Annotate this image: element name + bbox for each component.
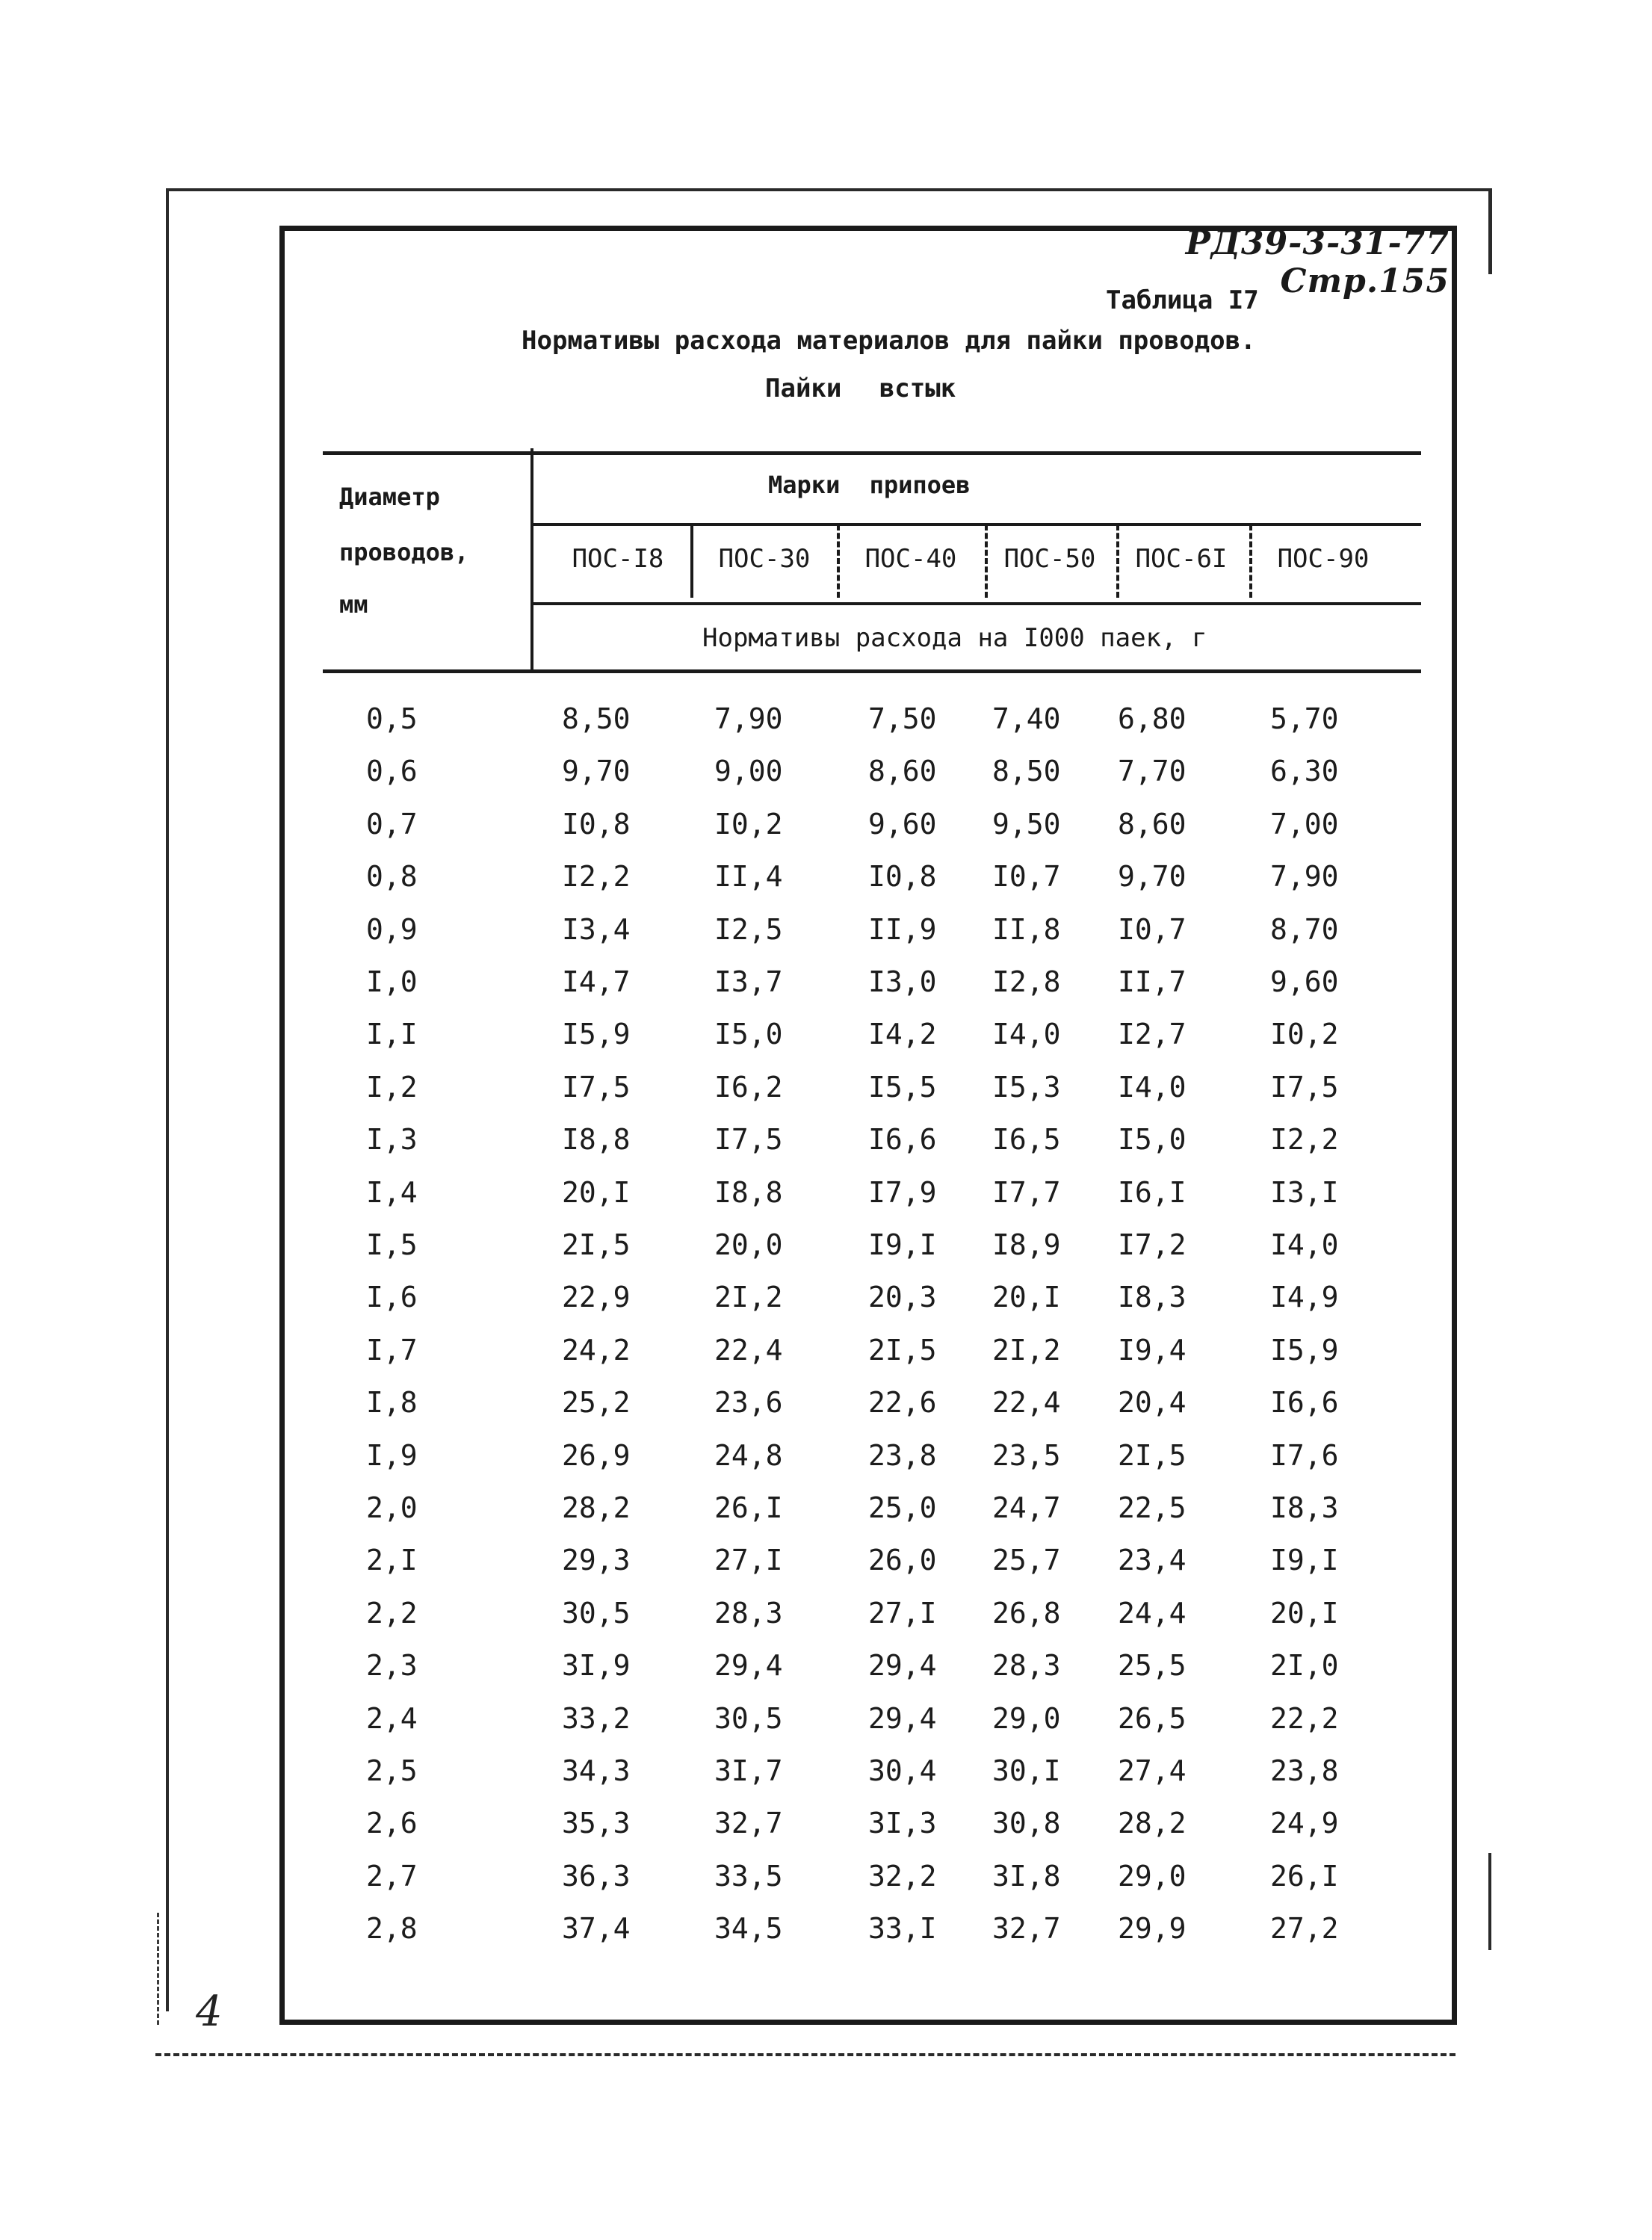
value-cell: 29,3 — [562, 1544, 631, 1577]
value-cell: 23,5 — [992, 1438, 1061, 1472]
value-cell: I3,I — [1270, 1175, 1339, 1209]
diameter-cell: I,4 — [366, 1175, 418, 1209]
outer-frame-top — [166, 188, 1491, 191]
value-cell: 20,I — [562, 1175, 631, 1209]
value-cell: 33,I — [868, 1912, 937, 1946]
value-cell: I9,4 — [1118, 1333, 1187, 1367]
value-cell: 3I,7 — [714, 1754, 783, 1787]
diameter-cell: I,I — [366, 1018, 418, 1051]
value-cell: I7,2 — [1118, 1228, 1187, 1261]
header-bottom-rule — [323, 669, 1421, 673]
value-cell: 7,70 — [1118, 755, 1187, 788]
value-cell: I3,0 — [868, 965, 937, 998]
value-cell: I0,8 — [562, 807, 631, 841]
value-cell: 26,0 — [868, 1544, 937, 1577]
value-cell: 23,4 — [1118, 1544, 1187, 1577]
value-cell: I3,4 — [562, 912, 631, 946]
value-cell: 29,4 — [714, 1649, 783, 1683]
value-cell: I0,7 — [1118, 912, 1187, 946]
value-cell: I4,9 — [1270, 1281, 1339, 1314]
value-cell: 22,5 — [1118, 1491, 1187, 1524]
diameter-cell: 2,6 — [366, 1807, 418, 1840]
value-cell: 25,0 — [868, 1491, 937, 1524]
diameter-cell: 0,7 — [366, 807, 418, 841]
value-cell: 24,2 — [562, 1333, 631, 1367]
value-cell: 32,7 — [714, 1807, 783, 1840]
table-title: Нормативы расхода материалов для пайки проводов. — [522, 326, 1256, 356]
value-cell: 36,3 — [562, 1859, 631, 1893]
value-cell: 28,3 — [992, 1649, 1061, 1683]
brand-header-pos18: ПОС-I8 — [572, 544, 664, 574]
diameter-cell: I,8 — [366, 1386, 418, 1420]
value-cell: I7,5 — [714, 1123, 783, 1157]
value-cell: 29,4 — [868, 1649, 937, 1683]
value-cell: 2I,2 — [992, 1333, 1061, 1367]
value-cell: I5,0 — [714, 1018, 783, 1051]
value-cell: I5,3 — [992, 1070, 1061, 1104]
brand-header-pos30: ПОС-30 — [718, 544, 811, 574]
diameter-cell: 2,2 — [366, 1596, 418, 1630]
value-cell: 24,4 — [1118, 1596, 1187, 1630]
value-cell: I3,7 — [714, 965, 783, 998]
value-cell: I8,3 — [1270, 1491, 1339, 1524]
value-cell: 23,8 — [1270, 1754, 1339, 1787]
value-cell: II,7 — [1118, 965, 1187, 998]
value-cell: I6,6 — [868, 1123, 937, 1157]
value-cell: 9,60 — [868, 807, 937, 841]
value-cell: I8,8 — [562, 1123, 631, 1157]
value-cell: 22,4 — [714, 1333, 783, 1367]
value-cell: I6,6 — [1270, 1386, 1339, 1420]
value-cell: 26,8 — [992, 1596, 1061, 1630]
value-cell: 24,8 — [714, 1438, 783, 1472]
value-cell: 27,4 — [1118, 1754, 1187, 1787]
value-cell: 7,90 — [1270, 860, 1339, 894]
outer-frame-right — [1488, 188, 1492, 274]
diameter-cell: I,3 — [366, 1123, 418, 1157]
value-cell: I6,5 — [992, 1123, 1061, 1157]
value-cell: 22,2 — [1270, 1701, 1339, 1735]
value-cell: 3I,8 — [992, 1859, 1061, 1893]
value-cell: 32,2 — [868, 1859, 937, 1893]
value-cell: 2I,2 — [714, 1281, 783, 1314]
diameter-header-line-1: Диаметр — [339, 483, 440, 511]
value-cell: 29,0 — [1118, 1859, 1187, 1893]
value-cell: 20,4 — [1118, 1386, 1187, 1420]
value-cell: I7,7 — [992, 1175, 1061, 1209]
value-cell: 34,3 — [562, 1754, 631, 1787]
value-cell: 20,3 — [868, 1281, 937, 1314]
value-cell: I4,0 — [1118, 1070, 1187, 1104]
value-cell: 29,9 — [1118, 1912, 1187, 1946]
brand-header-pos40: ПОС-40 — [864, 544, 957, 574]
value-cell: 2I,0 — [1270, 1649, 1339, 1683]
value-cell: II,9 — [868, 912, 937, 946]
value-cell: 8,50 — [992, 755, 1061, 788]
value-cell: I0,2 — [714, 807, 783, 841]
value-cell: 9,70 — [1118, 860, 1187, 894]
value-cell: 30,5 — [714, 1701, 783, 1735]
diameter-cell: 2,4 — [366, 1701, 418, 1735]
value-cell: I8,8 — [714, 1175, 783, 1209]
value-cell: 26,9 — [562, 1438, 631, 1472]
margin-dash-line — [157, 1913, 159, 2025]
value-cell: 2I,5 — [868, 1333, 937, 1367]
value-cell: 23,6 — [714, 1386, 783, 1420]
brand-header-pos61: ПОС-6I — [1135, 544, 1228, 574]
page-number: 4 — [196, 1987, 223, 2036]
value-cell: 3I,9 — [562, 1649, 631, 1683]
value-cell: 22,9 — [562, 1281, 631, 1314]
value-cell: 7,40 — [992, 702, 1061, 735]
value-cell: I2,8 — [992, 965, 1061, 998]
diameter-cell: 2,I — [366, 1544, 418, 1577]
value-cell: 34,5 — [714, 1912, 783, 1946]
value-cell: 30,I — [992, 1754, 1061, 1787]
value-cell: 29,4 — [868, 1701, 937, 1735]
value-cell: 23,8 — [868, 1438, 937, 1472]
value-cell: 9,00 — [714, 755, 783, 788]
value-cell: I8,3 — [1118, 1281, 1187, 1314]
value-cell: 2I,5 — [562, 1228, 631, 1261]
value-cell: I4,7 — [562, 965, 631, 998]
value-cell: I8,9 — [992, 1228, 1061, 1261]
value-cell: 27,2 — [1270, 1912, 1339, 1946]
diameter-cell: 2,5 — [366, 1754, 418, 1787]
value-cell: 28,2 — [562, 1491, 631, 1524]
diameter-cell: 0,6 — [366, 755, 418, 788]
value-cell: I7,9 — [868, 1175, 937, 1209]
table-top-rule — [323, 451, 1421, 455]
brands-header: Марки припоев — [768, 471, 971, 499]
value-cell: I5,9 — [562, 1018, 631, 1051]
value-cell: 22,6 — [868, 1386, 937, 1420]
value-cell: I6,2 — [714, 1070, 783, 1104]
outer-frame-left — [166, 188, 169, 2011]
value-cell: 32,7 — [992, 1912, 1061, 1946]
brand-header-pos90: ПОС-90 — [1277, 544, 1370, 574]
value-cell: I9,I — [868, 1228, 937, 1261]
norms-rule — [532, 602, 1421, 605]
value-cell: I7,5 — [562, 1070, 631, 1104]
outer-frame-bottom — [155, 2053, 1455, 2056]
value-cell: 25,5 — [1118, 1649, 1187, 1683]
value-cell: 26,I — [714, 1491, 783, 1524]
value-cell: 5,70 — [1270, 702, 1339, 735]
value-cell: I4,2 — [868, 1018, 937, 1051]
value-cell: 25,2 — [562, 1386, 631, 1420]
diameter-cell: I,5 — [366, 1228, 418, 1261]
value-cell: I2,2 — [562, 860, 631, 894]
value-cell: 22,4 — [992, 1386, 1061, 1420]
norms-header: Нормативы расхода на I000 паек, г — [702, 623, 1207, 653]
value-cell: II,4 — [714, 860, 783, 894]
value-cell: 9,50 — [992, 807, 1061, 841]
value-cell: 3I,3 — [868, 1807, 937, 1840]
outer-frame-right-lower — [1488, 1853, 1491, 1950]
value-cell: I5,0 — [1118, 1123, 1187, 1157]
value-cell: I7,6 — [1270, 1438, 1339, 1472]
value-cell: 8,60 — [868, 755, 937, 788]
value-cell: I4,0 — [992, 1018, 1061, 1051]
value-cell: I5,9 — [1270, 1333, 1339, 1367]
value-cell: 24,7 — [992, 1491, 1061, 1524]
value-cell: I9,I — [1270, 1544, 1339, 1577]
value-cell: 30,5 — [562, 1596, 631, 1630]
diameter-cell: 0,5 — [366, 702, 418, 735]
value-cell: 27,I — [868, 1596, 937, 1630]
value-cell: 2I,5 — [1118, 1438, 1187, 1472]
value-cell: 29,0 — [992, 1701, 1061, 1735]
brands-rule — [532, 523, 1421, 526]
value-cell: II,8 — [992, 912, 1061, 946]
value-cell: I7,5 — [1270, 1070, 1339, 1104]
diameter-cell: 0,8 — [366, 860, 418, 894]
diameter-cell: 2,0 — [366, 1491, 418, 1524]
diameter-column-divider — [530, 448, 533, 669]
value-cell: 24,9 — [1270, 1807, 1339, 1840]
diameter-cell: 2,3 — [366, 1649, 418, 1683]
value-cell: 8,50 — [562, 702, 631, 735]
value-cell: 27,I — [714, 1544, 783, 1577]
value-cell: I0,7 — [992, 860, 1061, 894]
value-cell: 37,4 — [562, 1912, 631, 1946]
value-cell: 35,3 — [562, 1807, 631, 1840]
value-cell: 26,5 — [1118, 1701, 1187, 1735]
diameter-cell: I,7 — [366, 1333, 418, 1367]
value-cell: 28,3 — [714, 1596, 783, 1630]
value-cell: 30,4 — [868, 1754, 937, 1787]
value-cell: 9,70 — [562, 755, 631, 788]
value-cell: 20,0 — [714, 1228, 783, 1261]
value-cell: 20,I — [1270, 1596, 1339, 1630]
diameter-cell: 0,9 — [366, 912, 418, 946]
value-cell: 6,80 — [1118, 702, 1187, 735]
value-cell: 7,90 — [714, 702, 783, 735]
table-subtitle: Пайки встык — [765, 374, 956, 403]
value-cell: 7,50 — [868, 702, 937, 735]
table-label: Таблица I7 — [1106, 285, 1259, 315]
diameter-header-line-3: мм — [339, 590, 368, 619]
value-cell: 9,60 — [1270, 965, 1339, 998]
value-cell: 25,7 — [992, 1544, 1061, 1577]
value-cell: I6,I — [1118, 1175, 1187, 1209]
value-cell: 33,5 — [714, 1859, 783, 1893]
value-cell: I2,7 — [1118, 1018, 1187, 1051]
value-cell: I0,2 — [1270, 1018, 1339, 1051]
value-cell: I0,8 — [868, 860, 937, 894]
value-cell: 7,00 — [1270, 807, 1339, 841]
value-cell: 26,I — [1270, 1859, 1339, 1893]
brand-header-pos50: ПОС-50 — [1003, 544, 1096, 574]
value-cell: I2,5 — [714, 912, 783, 946]
diameter-cell: I,2 — [366, 1070, 418, 1104]
value-cell: 30,8 — [992, 1807, 1061, 1840]
value-cell: 8,60 — [1118, 807, 1187, 841]
value-cell: 20,I — [992, 1281, 1061, 1314]
value-cell: 8,70 — [1270, 912, 1339, 946]
value-cell: I5,5 — [868, 1070, 937, 1104]
diameter-cell: I,9 — [366, 1438, 418, 1472]
value-cell: I2,2 — [1270, 1123, 1339, 1157]
value-cell: 28,2 — [1118, 1807, 1187, 1840]
diameter-cell: I,6 — [366, 1281, 418, 1314]
value-cell: I4,0 — [1270, 1228, 1339, 1261]
diameter-cell: I,0 — [366, 965, 418, 998]
diameter-header-line-2: проводов, — [339, 538, 469, 566]
diameter-cell: 2,7 — [366, 1859, 418, 1893]
diameter-cell: 2,8 — [366, 1912, 418, 1946]
document-code: РД39-3-31-77 Стр.155 — [1185, 224, 1450, 300]
value-cell: 33,2 — [562, 1701, 631, 1735]
value-cell: 6,30 — [1270, 755, 1339, 788]
